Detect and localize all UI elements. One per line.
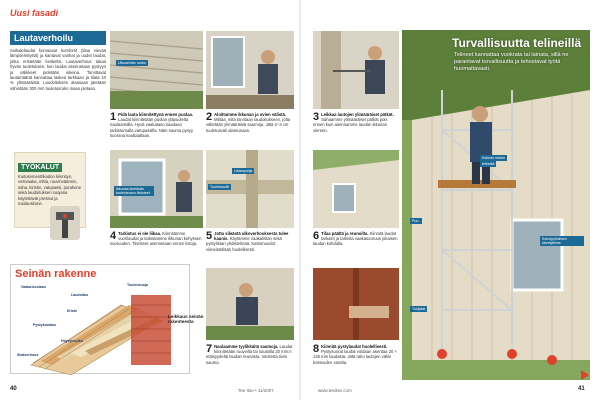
step-2-number: 2 xyxy=(206,111,213,123)
diagram-side-caption: Leikkaus seinän rakenteesta xyxy=(168,314,204,325)
page-gutter xyxy=(299,0,301,400)
step-8-title: Kiinnitä pystylaudat huolellisesti. xyxy=(321,344,388,349)
step-2 xyxy=(206,112,296,133)
right-page-intro: Telineet kannattaa vuokrata tai lainata, sillä ne parantavat turvallisuutta ja tehostavat työtä huomattavasti. xyxy=(454,52,569,72)
step-7-title: Naulaamme tyylikkäitä saumoja. xyxy=(214,344,279,349)
diagram-label-4: Eriste xyxy=(67,309,77,313)
step-1-title: Pidä lauta kiinnitettynä ennen puolaa. xyxy=(118,112,194,117)
step-3-title: Leikkaa lautojen ylimääräiset pätkät. xyxy=(321,112,394,117)
scaffold-photo xyxy=(402,30,590,380)
intro-text: Suikalelaudat korvaavat komfortit (tilaa vievää lämpöeristystä) ja kantavat vanhat ja uudet laudat, jotka eristetään keskeltä. Lautaverhous takaa hyvän tuuletuksen, kun laudat asennetaan pystyyn ja välikkeet pidetään oikeina. Tarvittavat lautamäärät kannattaa laskea tarkkaan ja tilata 10 % ylimääräistä. Laudoituksen alaosaan jätetään vähintään 300 mm tuuletusrako maan pintaan. xyxy=(10,48,106,91)
tools-title: TYÖKALUT xyxy=(18,163,62,172)
step-8-number: 8 xyxy=(313,343,320,355)
scaffold-callout-4: Kolmipyöräinen kävelyteline xyxy=(540,236,584,246)
diagram-label-3: Tuulensuoja xyxy=(127,283,148,287)
step-6 xyxy=(313,231,399,247)
step-3-text: Sahaamme ylimääräiset pätkät pois ennen kuin asennamme laudan ikkunan viereen. xyxy=(313,117,388,133)
diagram-label-5: Pystykoolaus xyxy=(33,323,57,327)
step-3 xyxy=(313,112,399,133)
scaffold-callout-2: telineitä xyxy=(482,162,495,166)
page-number-right: 41 xyxy=(578,386,585,392)
step-2-text: Mittaa, mitä tarvitaan laudoitukseen, jotta vältetään ylimääräisiä saumoja. Jätä 2–3 cm tuuletusväli alareunaan. xyxy=(206,117,291,133)
scaffold-callout-5: Tukijalat xyxy=(412,307,426,311)
diagram-label-7: Sisäverhous xyxy=(17,353,39,357)
callout-step-5a: Listanpohja xyxy=(234,169,253,173)
scaffold-callout-3: Puu- xyxy=(412,219,420,223)
step-7-number: 7 xyxy=(206,343,213,355)
step-7 xyxy=(206,344,296,365)
step-1-number: 1 xyxy=(110,111,117,123)
photo-step-2 xyxy=(206,31,294,109)
footer-left: Tee Itse • 11/2007 xyxy=(238,388,274,393)
diagram-label-2: Laudoitus xyxy=(71,293,89,297)
step-5 xyxy=(206,231,296,252)
callout-step-5b: Tuuletusväli xyxy=(210,185,230,189)
photo-step-6 xyxy=(313,150,399,228)
step-7-text: Laudat kiinnitetään ruuveilla tai nauloilla 20 mm:n etäisyydeltä laudan reunasta. Varmista tiivis sauma. xyxy=(206,344,293,365)
page-number-left: 40 xyxy=(10,386,17,392)
footer-right: www.teeitse.com xyxy=(318,388,352,393)
step-4-number: 4 xyxy=(110,230,117,242)
step-6-title: Tilaa päältä ja reunoilta. xyxy=(321,231,369,236)
diagram-label-1: Vaaka-koolaus xyxy=(21,285,46,289)
step-6-text: Kiinnitä laudat tarkasti ja tarkista vaakasuoruus jokaisen laudan kohdalla. xyxy=(313,231,398,247)
scaffold-callout-1: Kolmen metrin xyxy=(482,156,506,160)
step-1-text: Laudat kiinnitetään puolan yläpuolelta naulaamalla. Hyvä vaakataso saadaan tarkistamalla vatupassilla. Näin sauma pysyy suorana kauttaaltaan. xyxy=(110,117,194,138)
step-6-number: 6 xyxy=(313,230,320,242)
step-5-number: 5 xyxy=(206,230,213,242)
step-2-title: Aloittamme ikkunan ja ovien välistä. xyxy=(214,112,287,117)
page-header: Uusi fasadi xyxy=(10,8,59,18)
section-title: Lautaverhoilu xyxy=(10,31,106,45)
callout-step-4: Ikkunaa kiertävän tuuletusraon tiivisteet xyxy=(114,186,154,196)
step-8-text: Pystysuorat laudat voidaan asentaa 20 × 145 mm laudasta. Jätä rako lautojen väliin kosteuden varalta. xyxy=(313,349,397,365)
step-1 xyxy=(110,112,204,138)
next-page-arrow-icon xyxy=(581,370,589,380)
diagram-label-6: Höyrynsulku xyxy=(61,339,83,343)
step-8 xyxy=(313,344,399,365)
tools-image xyxy=(48,200,82,242)
photo-step-1 xyxy=(110,31,203,109)
step-4-text: Kiinnitämme vuorilaudat ja tarkistamme ikkunan kehyksen suoruuden. Tiivisteet asennetaan ennen listoja. xyxy=(110,231,202,247)
step-4 xyxy=(110,231,204,247)
wall-cutaway-drawing xyxy=(11,265,191,375)
step-5-title: Jotta sileästä ulkoverhouksesta tulee kaunis. xyxy=(214,231,289,242)
photo-step-3 xyxy=(313,31,399,109)
step-5-text: Käytämme vaakalistan sekä pystylistan yhdistelmää. Kattomuodot viimeistellään huolellisesti. xyxy=(206,236,282,252)
wall-structure-diagram xyxy=(10,264,190,374)
photo-step-7 xyxy=(206,268,294,340)
tools-text: Kuitusementtikadon kiinnitys, vesivaaka, mitta, ruuvinväännin, saha, kiristin, vatupassi, porakone sekä laudoituksen suojana käytettävät pressut ja naulauskone. xyxy=(18,174,82,207)
step-3-number: 3 xyxy=(313,111,320,123)
photo-step-8 xyxy=(313,268,399,340)
step-4-title: Tarkistus ei ole liikaa. xyxy=(118,231,162,236)
right-page-title: Turvallisuutta telineillä xyxy=(452,36,582,50)
diagram-title: Seinän rakenne xyxy=(15,268,97,280)
callout-step-1: Ulkoseinän runko xyxy=(118,61,146,65)
